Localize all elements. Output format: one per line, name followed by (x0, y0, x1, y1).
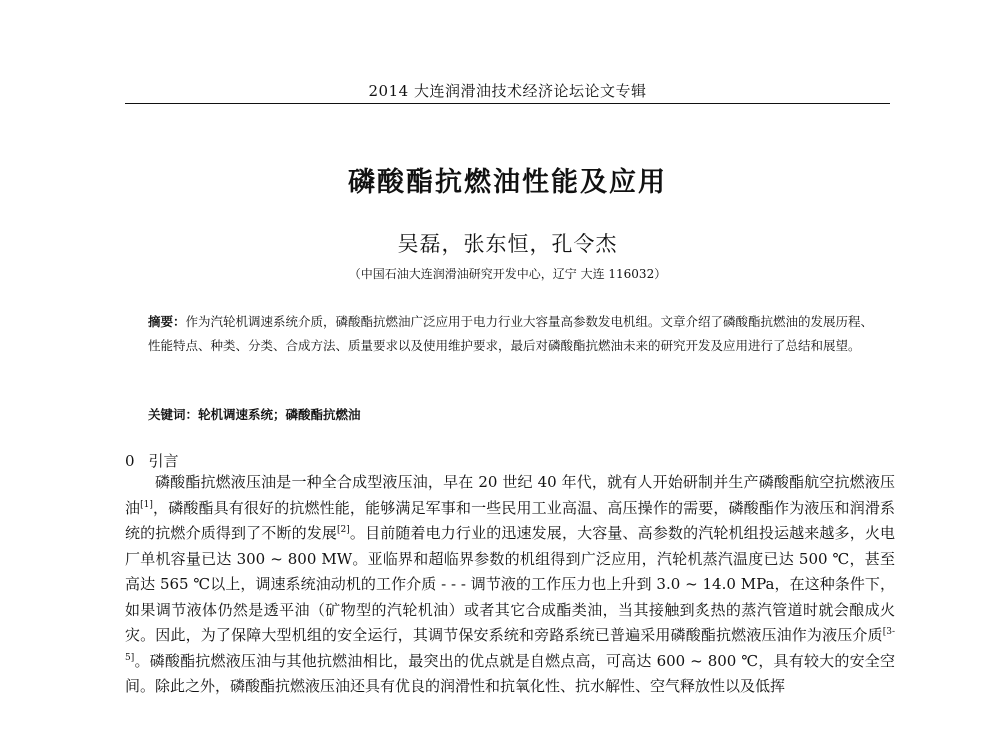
section-number: 0 (125, 452, 135, 470)
paper-title: 磷酸酯抗燃油性能及应用 (348, 167, 667, 198)
running-header: 2014 大连润滑油技术经济论坛论文专辑 (368, 82, 647, 100)
affiliation: （中国石油大连润滑油研究开发中心，辽宁 大连 116032） (348, 267, 667, 281)
citation-ref: [1] (140, 499, 153, 510)
citation-ref: [2] (337, 525, 350, 535)
section-heading (125, 450, 179, 471)
body-segment: 。磷酸酯抗燃液压油与其他抗燃油相比，最突出的优点就是自燃点高，可高达 600 ~ 800 ℃，具有较大的安全空间。除此之外，磷酸酯抗燃液压油还具有优良的润滑性和抗氧化性、抗水解性、空气释放性以及低挥 (125, 651, 895, 695)
keywords-label: 关键词： (148, 407, 199, 422)
body-segment: ，磷酸酯具有很好的抗燃性能，能够满足军事和一些民用工业高温、高压操作的需要，磷酸酯作为液压和润滑系统的抗燃介质得到了不断的发展 (125, 498, 895, 542)
body-segment: 磷酸酯抗燃液压油是一种全合成型液压油，早在 20 世纪 40 年代，就有人开始研制并生产磷酸酯航空抗燃液压油 (125, 473, 895, 517)
citation-ref: [3-5] (125, 627, 895, 663)
keywords (148, 405, 883, 423)
abstract-label: 摘要： (148, 314, 186, 329)
section-title: 引言 (148, 452, 179, 470)
author-list: 吴磊，张东恒，孔令杰 (397, 232, 618, 256)
abstract (148, 310, 883, 358)
abstract-text: 作为汽轮机调速系统介质，磷酸酯抗燃油广泛应用于电力行业大容量高参数发电机组。文章介绍了磷酸酯抗燃油的发展历程、性能特点、种类、分类、合成方法、质量要求以及使用维护要求，最后对磷酸酯抗燃油未来的研究开发及应用进行了总结和展望。 (148, 314, 874, 353)
body-segment: 。目前随着电力行业的迅速发展，大容量、高参数的汽轮机组投运越来越多，火电厂单机容量已达 300 ~ 800 MW。亚临界和超临界参数的机组得到广泛应用，汽轮机蒸汽温度已达 500 ℃，甚至高达 565 ℃以上，调速系统油动机的工作介质 - - - 调节液的工作压力也上升到 3.0 ~ 14.0 MPa，在这种条件下，如果调节液体仍然是透平油（矿物型的汽轮机油）或者其它合成酯类油，当其接触到炙热的蒸汽管道时就会酿成火灾。因此，为了保障大型机组的安全运行，其调节保安系统和旁路系统已普遍采用磷酸酯抗燃液压油作为液压介质 (125, 524, 895, 644)
body-paragraph (125, 470, 895, 700)
keywords-text: 轮机调速系统；磷酸酯抗燃油 (198, 407, 361, 422)
header-divider (125, 103, 890, 104)
